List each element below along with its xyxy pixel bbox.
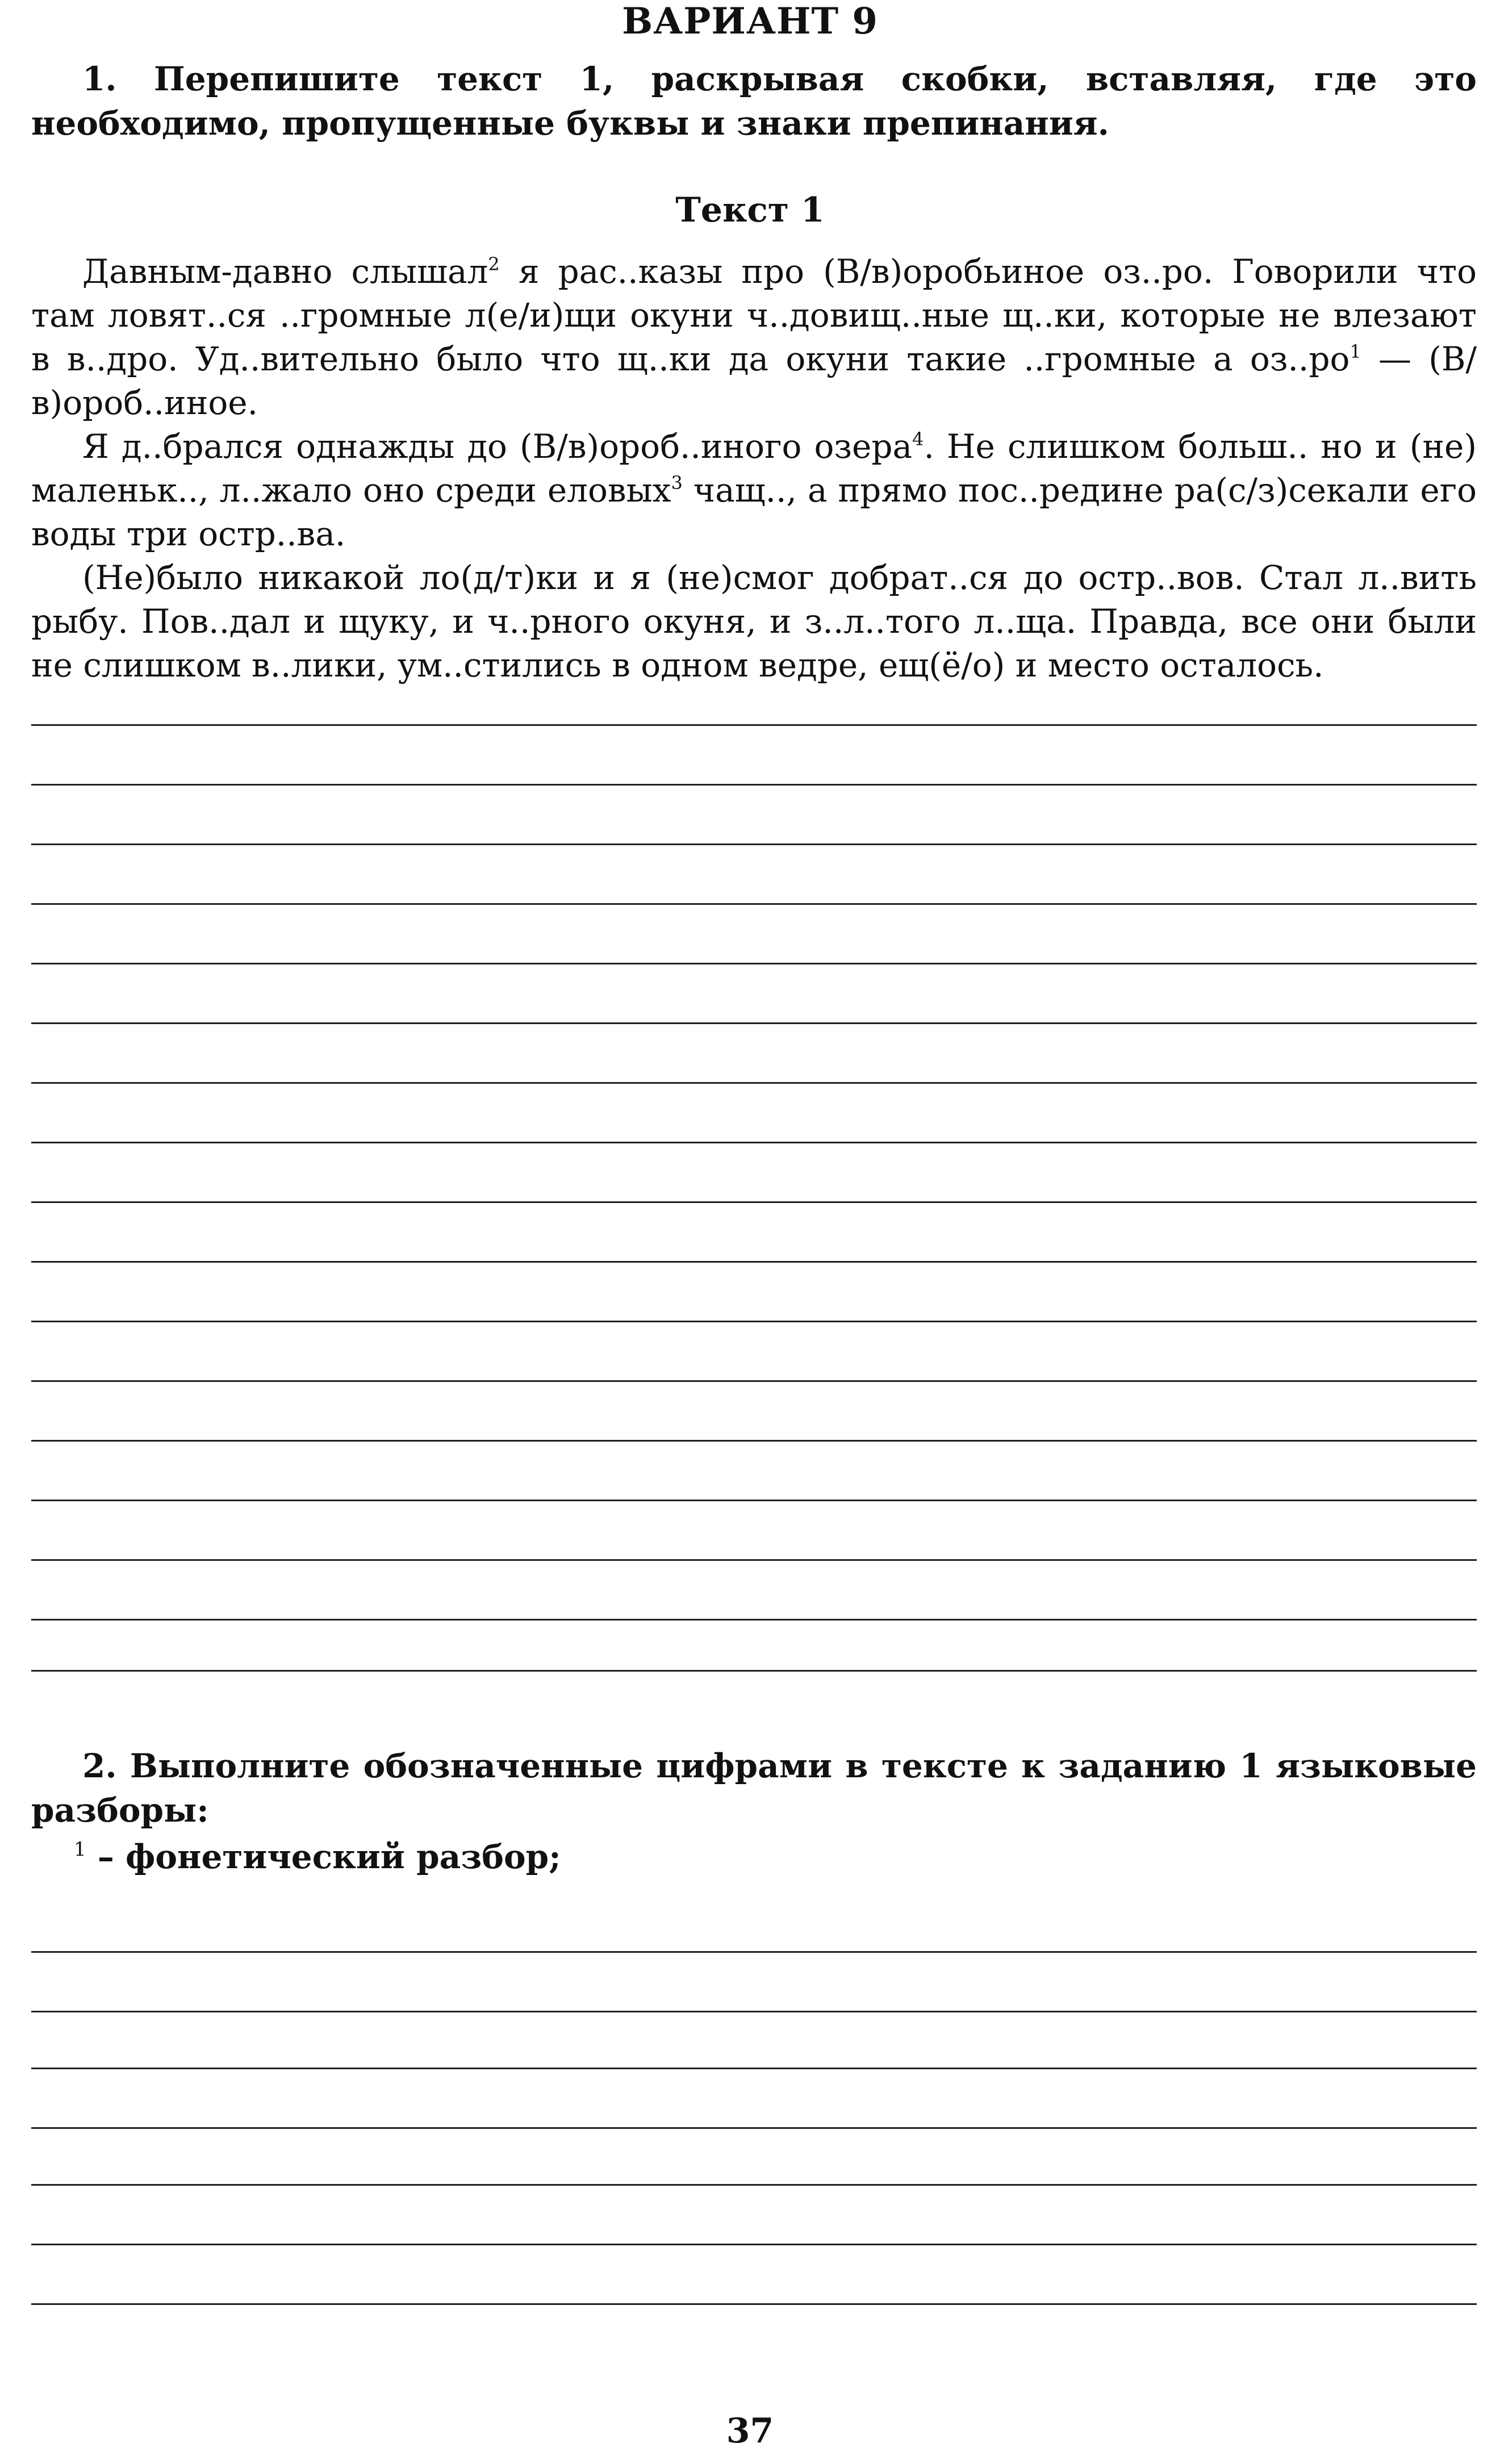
task-1-number: 1.	[82, 60, 117, 98]
writing-line[interactable]	[31, 1142, 1477, 1143]
writing-line[interactable]	[31, 784, 1477, 786]
writing-line[interactable]	[31, 1201, 1477, 1203]
writing-line[interactable]	[31, 1022, 1477, 1024]
writing-line[interactable]	[31, 2184, 1477, 2186]
subitem-marker: 1	[74, 1838, 86, 1861]
writing-line[interactable]	[31, 903, 1477, 905]
text-1-heading: Текст 1	[675, 190, 825, 230]
text-1-paragraph-1: Давным-давно слышал$^2$ я рас..казы про (В/в)оробьиное оз..ро. Говорили что там ловят..ся ..громные л(е/и)щи окуни ч..довищ..ные щ..ки, которые не влезают в в..дро. Уд..вительно было что щ..ки да окуни такие ..громные а $оз..ро^1$ — (В/в)ороб..иное.	[31, 252, 1477, 422]
task-2	[31, 1744, 1477, 1832]
text-1-paragraph-3: (Не)было никакой ло(д/т)ки и я (не)смог добрат..ся до остр..вов. Стал л..вить рыбу. Пов..дал и щуку, и ч..рного окуня, и з..л..того л..ща. Правда, все они были не слишком в..лики, ум..стились в одном ведре, ещ(ё/о) и место осталось.	[31, 558, 1477, 684]
writing-line[interactable]	[31, 2011, 1477, 2012]
writing-line[interactable]	[31, 1082, 1477, 1084]
writing-line[interactable]	[31, 1670, 1477, 1672]
variant-title: ВАРИАНТ 9	[622, 0, 878, 43]
writing-line[interactable]	[31, 1380, 1477, 1382]
writing-line[interactable]	[31, 2068, 1477, 2069]
page-number: 37	[726, 2411, 774, 2451]
writing-line[interactable]	[31, 1951, 1477, 1953]
writing-line[interactable]	[31, 1559, 1477, 1561]
writing-line[interactable]	[31, 1440, 1477, 1442]
task-1	[31, 57, 1477, 145]
subitem-text: – фонетический разбор;	[97, 1837, 561, 1876]
writing-line[interactable]	[31, 963, 1477, 964]
writing-line[interactable]	[31, 2127, 1477, 2129]
footnote-mark: 1	[1349, 341, 1361, 362]
writing-line[interactable]	[31, 724, 1477, 726]
footnote-mark: 4	[912, 428, 924, 450]
task-2-text: Выполните обозначенные цифрами в тексте к заданию 1 языковые разборы:	[31, 1747, 1477, 1830]
writing-line[interactable]	[31, 1261, 1477, 1263]
writing-line[interactable]	[31, 843, 1477, 845]
footnote-mark: 3	[671, 472, 683, 494]
writing-line[interactable]	[31, 1321, 1477, 1322]
task-2-number: 2.	[82, 1747, 117, 1785]
writing-line[interactable]	[31, 2244, 1477, 2245]
text-1-body	[31, 250, 1477, 687]
text-1-paragraph-2: Я д..брался однажды до (В/в)ороб..иного озера$^4$. Не слишком больш.. но и (не) маленьк.., л..жало оно среди еловых$^3$ чащ.., а прямо пос..редине ра(с/з)секали его воды три остр..ва.	[31, 427, 1477, 553]
subitem-phonetic	[74, 1837, 561, 1876]
writing-line[interactable]	[31, 1619, 1477, 1621]
writing-line[interactable]	[31, 2303, 1477, 2305]
writing-line[interactable]	[31, 1500, 1477, 1501]
footnote-mark: 2	[488, 253, 500, 275]
task-1-text: Перепишите текст 1, раскрывая скобки, вставляя, где это необходимо, пропущенные буквы и знаки препинания.	[31, 60, 1477, 143]
